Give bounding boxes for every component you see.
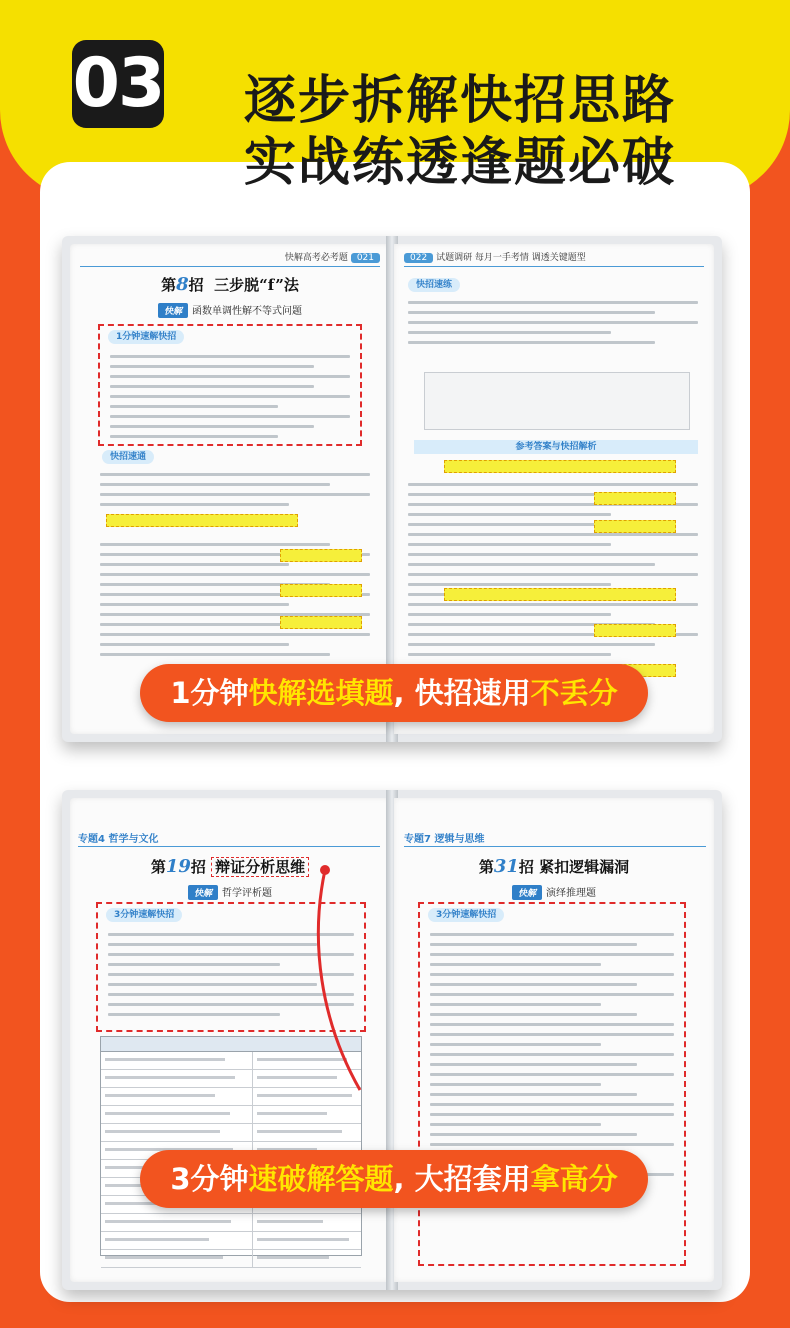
section-title: 快解 函数单调性解不等式问题 — [70, 302, 390, 318]
box2-label: 快招速通 — [102, 450, 154, 464]
chapter-title-19: 第19招 辩证分析思维 — [70, 856, 390, 877]
callout-bottom: 3分钟速破解答题, 大招套用拿高分 — [140, 1150, 648, 1208]
chapter-title: 第8招 三步脱“f”法 — [161, 274, 299, 295]
answer-area — [424, 372, 690, 430]
title-line-2: 实战练透逢题必破 — [244, 133, 677, 193]
callout-top: 1分钟快解选填题, 快招速用不丢分 — [140, 664, 648, 722]
section-number: 03 — [72, 40, 164, 128]
box-label-31: 3分钟速解快招 — [428, 908, 504, 922]
highlight-answer-2 — [594, 492, 676, 505]
example-text — [100, 466, 370, 513]
highlight-step-4 — [280, 616, 362, 629]
answer-header: 参考答案与快招解析 — [414, 440, 698, 454]
practice-label: 快招速练 — [408, 278, 460, 292]
highlight-step-3 — [280, 584, 362, 597]
title-line-1: 逐步拆解快招思路 — [244, 71, 677, 131]
highlight-step-2 — [280, 549, 362, 562]
section-title-19: 快解 哲学评析题 — [70, 884, 390, 900]
running-head-right: 022 试题调研 每月一手考情 调透关键题型 — [404, 250, 704, 267]
highlight-answer-5 — [594, 624, 676, 637]
highlight-answer-1 — [444, 460, 676, 473]
practice-text — [408, 294, 698, 351]
box-label: 1分钟速解快招 — [108, 330, 184, 344]
highlight-answer-3 — [594, 520, 676, 533]
box-text — [100, 348, 360, 445]
chapter-title-31: 第31招 紧扣逻辑漏洞 — [478, 856, 630, 877]
box-label-19: 3分钟速解快招 — [106, 908, 182, 922]
topic-bar-right: 专题7 逻辑与思维 — [404, 830, 706, 847]
right-page-top — [394, 244, 714, 734]
highlight-step — [106, 514, 298, 527]
quick-method-box — [98, 324, 362, 446]
running-head: 快解高考必考题 021 — [80, 250, 380, 267]
section-title-31: 快解 演绎推理题 — [394, 884, 714, 900]
left-page-top — [70, 244, 390, 734]
highlight-answer-4 — [444, 588, 676, 601]
topic-bar: 专题4 哲学与文化 — [78, 830, 380, 847]
right-page-bottom — [394, 798, 714, 1282]
connector-line — [300, 860, 400, 1160]
quick-method-box-31 — [418, 902, 686, 1266]
